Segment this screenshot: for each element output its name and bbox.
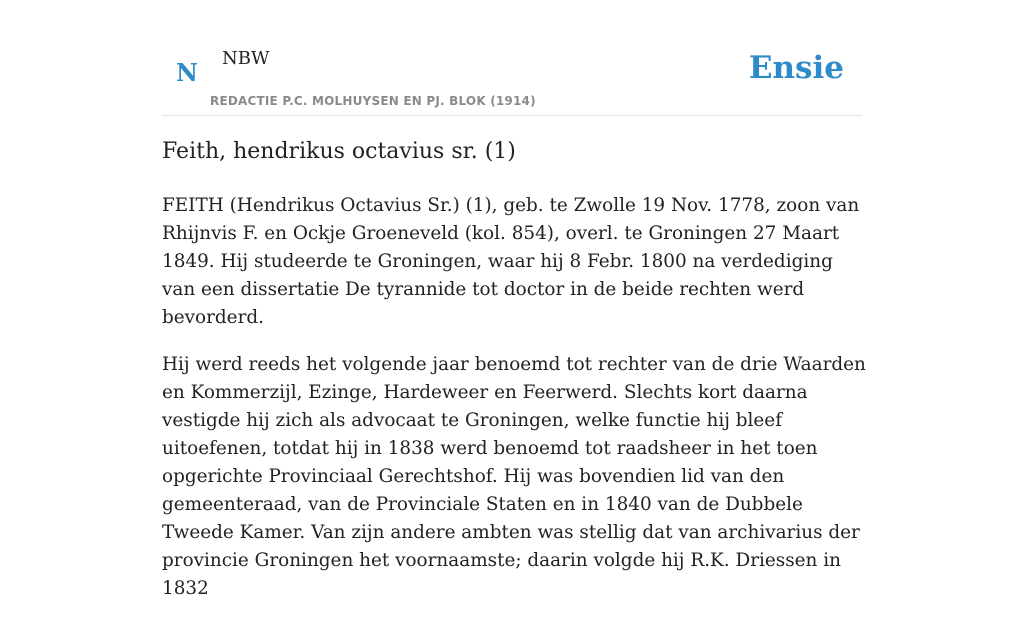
article-title: Feith, hendrikus octavius sr. (1) [162, 139, 516, 164]
brand-logo[interactable]: Ensie [748, 50, 844, 86]
source-subtitle: REDACTIE P.C. MOLHUYSEN EN PJ. BLOK (1914) [210, 94, 536, 108]
article-paragraph: Hij werd reeds het volgende jaar benoemd tot rechter van de drie Waarden en Kommerzijl, Ezinge, Hardeweer en Feerwerd. Slechts kort daarna vestigde hij zich als advocaat te Groningen, welke functie hij bleef uitoefenen, totdat hij in 1838 werd benoemd tot raadsheer in het toen opgerichte Provinciaal Gerechtshof. Hij was bovendien lid van den gemeenteraad, van de Provinciale Staten en in 1840 van de Dubbele Tweede Kamer. Van zijn andere ambten was stellig dat van archivarius der provincie Groningen het voornaamste; daarin volgde hij R.K. Driessen in 1832 [162, 354, 866, 599]
source-name[interactable]: NBW [222, 48, 270, 69]
source-logo-icon[interactable]: N [176, 58, 198, 87]
site-header [162, 40, 862, 116]
article-body [162, 192, 866, 622]
article-paragraph: FEITH (Hendrikus Octavius Sr.) (1), geb. te Zwolle 19 Nov. 1778, zoon van Rhijnvis F. en Ockje Groeneveld (kol. 854), overl. te Groningen 27 Maart 1849. Hij studeerde te Groningen, waar hij 8 Febr. 1800 na verdediging van een dissertatie De tyrannide tot doctor in de beide rechten werd bevorderd. [162, 195, 860, 328]
